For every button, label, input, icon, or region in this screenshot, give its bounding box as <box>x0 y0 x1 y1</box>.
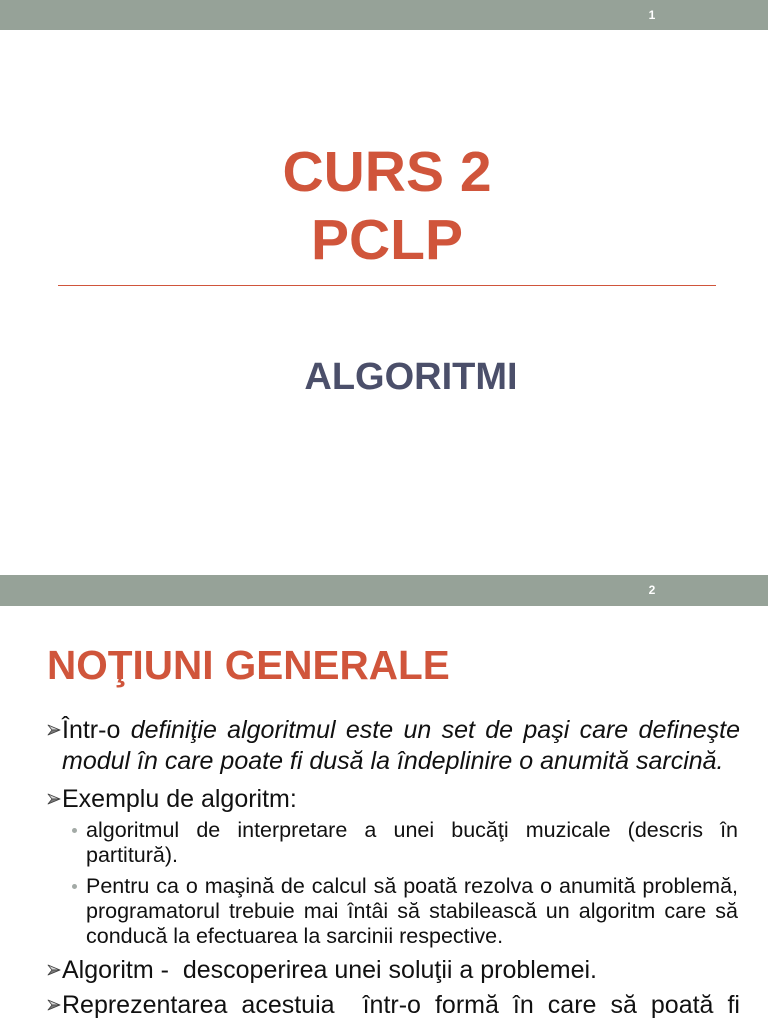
slide-2 <box>0 575 768 1024</box>
bullet-text: Exemplu de algoritm: <box>62 785 297 813</box>
slide-header-bar <box>0 0 768 30</box>
slide-number: 1 <box>648 8 656 22</box>
slide-header-bar <box>0 575 768 606</box>
arrowhead-lower-face <box>48 730 60 735</box>
slide-title-line: PCLP <box>310 208 464 272</box>
bullet-text-italic: definiţie algoritmul este un set de paşi care defineşte modul în care poate fi dusă la îndeplinire o anumită sarcină. <box>62 716 741 775</box>
arrowhead-lower-face <box>48 970 60 975</box>
arrowhead-lower-face <box>48 1005 60 1010</box>
bullet-item <box>62 990 740 1021</box>
arrowhead-upper-face <box>48 794 60 799</box>
slide-heading: NOŢIUNI GENERALE <box>47 642 450 688</box>
sub-bullet-item <box>86 818 738 868</box>
arrowhead-bullet-icon <box>47 999 61 1011</box>
arrowhead-upper-face <box>48 1000 60 1005</box>
slide-title <box>58 138 716 274</box>
bullet-item <box>62 784 740 815</box>
bullet-dot-icon <box>72 884 77 889</box>
bullet-text: Reprezentarea acestuia într-o formă în care să poată fi <box>62 991 740 1019</box>
arrowhead-bullet-icon <box>47 724 61 736</box>
bullet-dot-icon <box>72 828 77 833</box>
bullet-text: Într-o <box>62 716 131 744</box>
sub-bullet-text: algoritmul de interpretare a unei bucăţi muzicale (descris în partitură). <box>86 818 738 867</box>
arrowhead-lower-face <box>48 799 60 804</box>
sub-bullet-text: Pentru ca o maşină de calcul să poată rezolva o anumită problemă, programatorul trebuie mai întâi să stabilească un algoritm care să conducă la efectuarea la sarcinii respective. <box>86 874 738 948</box>
bullet-item <box>62 955 740 986</box>
bullet-text: Algoritm - descoperirea unei soluţii a problemei. <box>62 956 597 984</box>
slide-number: 2 <box>648 583 656 597</box>
arrowhead-upper-face <box>48 965 60 970</box>
slide-subtitle: ALGORITMI <box>304 356 518 398</box>
arrowhead-bullet-icon <box>47 964 61 976</box>
sub-bullet-item <box>86 874 738 949</box>
slide-title-line: CURS 2 <box>282 140 492 204</box>
arrowhead-bullet-icon <box>47 793 61 805</box>
arrowhead-upper-face <box>48 725 60 730</box>
title-divider <box>58 285 716 286</box>
bullet-item <box>62 715 740 777</box>
